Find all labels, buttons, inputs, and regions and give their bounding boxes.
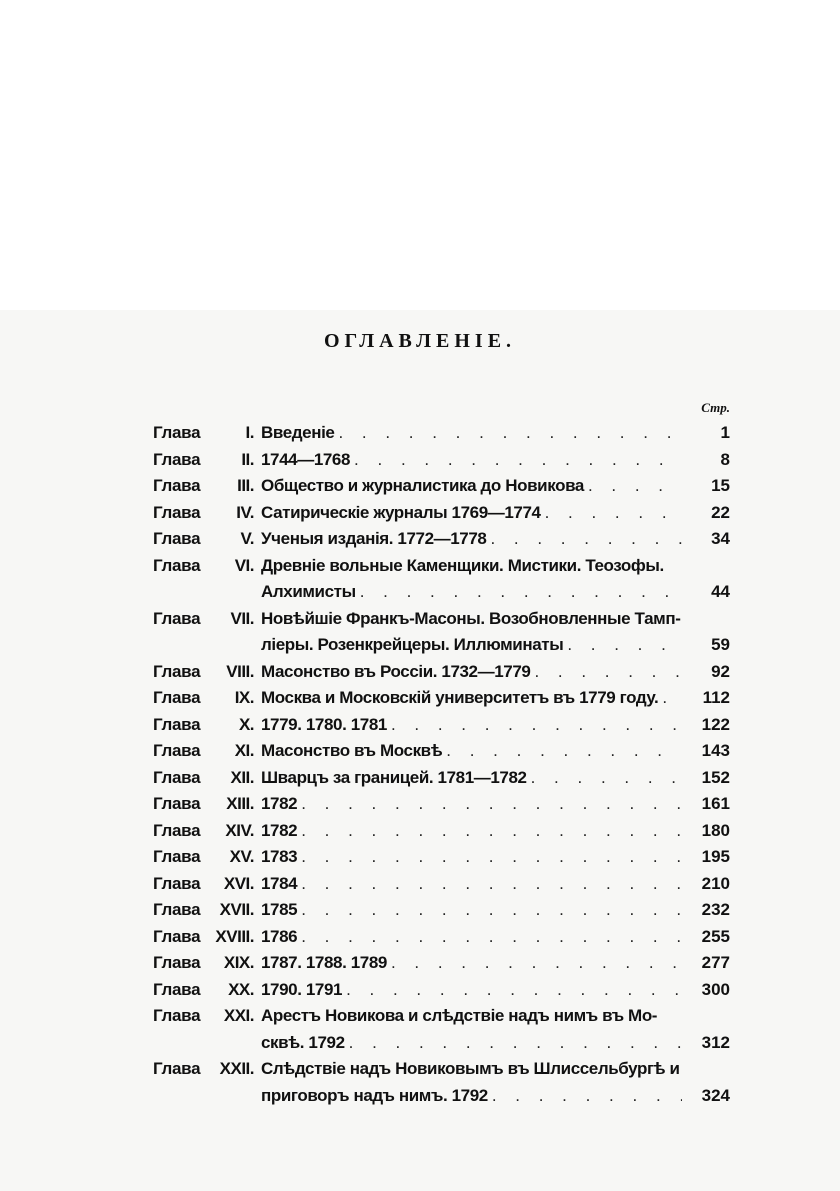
chapter-number: XVII. bbox=[219, 900, 254, 919]
toc-entry bbox=[153, 712, 730, 739]
chapter-title-line bbox=[261, 844, 730, 871]
chapter-word: Глава bbox=[153, 926, 201, 946]
chapter-title-line bbox=[261, 632, 730, 659]
chapter-title-text: 1790. 1791 bbox=[261, 979, 343, 999]
toc-entry bbox=[153, 526, 730, 553]
chapter-title-block bbox=[261, 447, 730, 474]
dot-leader bbox=[354, 447, 682, 474]
page-column-label: Стр. bbox=[701, 400, 730, 415]
toc-entry bbox=[153, 1003, 730, 1056]
dot-leader bbox=[338, 420, 682, 447]
chapter-number: I. bbox=[245, 423, 254, 442]
chapter-title-line bbox=[261, 1083, 730, 1110]
page-number: 143 bbox=[701, 741, 730, 760]
chapter-number: II. bbox=[241, 449, 254, 469]
chapter-title-line bbox=[261, 977, 730, 1004]
dot-leader bbox=[490, 526, 682, 553]
toc-entry bbox=[153, 473, 730, 500]
chapter-title-text: Ученыя изданія. 1772—1778 bbox=[261, 529, 487, 548]
dot-leader bbox=[301, 924, 682, 951]
page-number: 112 bbox=[702, 688, 730, 707]
page-number: 44 bbox=[711, 582, 730, 601]
chapter-title-line bbox=[261, 738, 730, 765]
toc-entry bbox=[153, 738, 730, 765]
chapter-number: XVI. bbox=[223, 873, 254, 893]
chapter-title-text: Алхимисты bbox=[261, 582, 356, 601]
chapter-title-line bbox=[261, 1003, 730, 1030]
page-number: 277 bbox=[701, 953, 730, 972]
dot-leader bbox=[346, 977, 682, 1004]
page-number: 15 bbox=[711, 476, 730, 495]
chapter-number: VI. bbox=[234, 555, 254, 575]
page-number: 1 bbox=[720, 423, 730, 442]
toc-entry bbox=[153, 818, 730, 845]
dot-leader bbox=[492, 1083, 682, 1110]
page-number: 152 bbox=[701, 767, 730, 787]
chapter-title-text: Масонство въ Россіи. 1732—1779 bbox=[261, 661, 531, 681]
dot-leader bbox=[301, 791, 682, 818]
chapter-word: Глава bbox=[153, 449, 201, 469]
chapter-title-block bbox=[261, 897, 730, 924]
dot-leader bbox=[349, 1030, 682, 1057]
chapter-title-line bbox=[261, 685, 730, 712]
chapter-title-line bbox=[261, 473, 730, 500]
chapter-title-text: ліеры. Розенкрейцеры. Иллюминаты bbox=[261, 635, 564, 654]
page-number: 34 bbox=[711, 529, 730, 548]
page-number: 8 bbox=[720, 449, 730, 469]
chapter-number: V. bbox=[240, 529, 254, 548]
dot-leader bbox=[301, 871, 682, 898]
chapter-word: Глава bbox=[153, 1006, 201, 1025]
chapter-title-text: Новѣйшіе Франкъ-Масоны. Возобновленные Тамп- bbox=[261, 608, 681, 628]
chapter-title-text: Шварцъ за границей. 1781—1782 bbox=[261, 767, 527, 787]
chapter-title-text: 1785 bbox=[261, 900, 298, 919]
page-number: 92 bbox=[711, 661, 730, 681]
page-number: 324 bbox=[701, 1085, 730, 1105]
chapter-word: Глава bbox=[153, 661, 201, 681]
toc-entry bbox=[153, 553, 730, 606]
chapter-title-text: Москва и Московскій университетъ въ 1779 году. bbox=[261, 688, 659, 707]
chapter-number: VIII. bbox=[226, 661, 254, 681]
chapter-title-text: Общество и журналистика до Новикова bbox=[261, 476, 584, 495]
chapter-title-text: Сатирическіе журналы 1769—1774 bbox=[261, 502, 541, 522]
chapter-word: Глава bbox=[153, 608, 201, 628]
chapter-title-line bbox=[261, 950, 730, 977]
page-top-margin bbox=[0, 0, 840, 310]
page-number: 232 bbox=[701, 900, 730, 919]
chapter-title-block bbox=[261, 606, 730, 659]
chapter-word: Глава bbox=[153, 529, 201, 548]
chapter-title-text: приговоръ надъ нимъ. 1792 bbox=[261, 1085, 488, 1105]
toc-entry bbox=[153, 447, 730, 474]
chapter-title-text: 1744—1768 bbox=[261, 449, 351, 469]
chapter-number: XI. bbox=[234, 741, 254, 760]
chapter-number: XXII. bbox=[219, 1059, 254, 1078]
chapter-word: Глава bbox=[153, 476, 201, 495]
chapter-title-block bbox=[261, 473, 730, 500]
toc-entry bbox=[153, 977, 730, 1004]
page-number: 255 bbox=[701, 926, 730, 946]
chapter-number: XV. bbox=[229, 847, 254, 866]
chapter-number: X. bbox=[238, 714, 254, 734]
chapter-word: Глава bbox=[153, 502, 201, 522]
page-number: 161 bbox=[701, 794, 730, 813]
page-number: 122 bbox=[701, 714, 730, 734]
page-number: 210 bbox=[701, 873, 730, 893]
toc-entry bbox=[153, 897, 730, 924]
chapter-word: Глава bbox=[153, 873, 201, 893]
toc-entry bbox=[153, 950, 730, 977]
dot-leader bbox=[446, 738, 682, 765]
chapter-title-line bbox=[261, 791, 730, 818]
dot-leader bbox=[531, 765, 682, 792]
dot-leader bbox=[301, 897, 682, 924]
chapter-title-text: Арестъ Новикова и слѣдствіе надъ нимъ въ Мо- bbox=[261, 1006, 658, 1025]
chapter-title-text: 1787. 1788. 1789 bbox=[261, 953, 387, 972]
chapter-title-text: 1782 bbox=[261, 820, 298, 840]
toc-entry bbox=[153, 500, 730, 527]
toc-entry bbox=[153, 791, 730, 818]
chapter-word: Глава bbox=[153, 847, 201, 866]
chapter-word: Глава bbox=[153, 714, 201, 734]
chapter-title-line bbox=[261, 765, 730, 792]
chapter-title-text: 1786 bbox=[261, 926, 298, 946]
chapter-title-block bbox=[261, 950, 730, 977]
chapter-number: III. bbox=[237, 476, 254, 495]
chapter-title-text: сквѣ. 1792 bbox=[261, 1032, 345, 1052]
dot-leader bbox=[545, 500, 682, 527]
dot-leader bbox=[301, 818, 682, 845]
page-number: 195 bbox=[701, 847, 730, 866]
chapter-title-block bbox=[261, 553, 730, 606]
chapter-number: XX. bbox=[228, 979, 254, 999]
chapter-title-line bbox=[261, 818, 730, 845]
chapter-title-text: Масонство въ Москвѣ bbox=[261, 741, 443, 760]
chapter-number: XIV. bbox=[225, 820, 254, 840]
chapter-word: Глава bbox=[153, 741, 201, 760]
toc-entry bbox=[153, 685, 730, 712]
chapter-number: XXI. bbox=[223, 1006, 254, 1025]
chapter-title-line bbox=[261, 553, 730, 580]
dot-leader bbox=[301, 844, 682, 871]
chapter-number: IX. bbox=[234, 688, 254, 707]
chapter-word: Глава bbox=[153, 794, 201, 813]
chapter-number: XIX. bbox=[223, 953, 254, 972]
chapter-title-line bbox=[261, 500, 730, 527]
chapter-number: XVIII. bbox=[215, 926, 254, 946]
chapter-title-text: 1783 bbox=[261, 847, 298, 866]
chapter-title-block bbox=[261, 818, 730, 845]
chapter-title-block bbox=[261, 738, 730, 765]
toc-entry bbox=[153, 844, 730, 871]
chapter-title-block bbox=[261, 924, 730, 951]
chapter-title-block bbox=[261, 765, 730, 792]
dot-leader bbox=[662, 685, 682, 712]
dot-leader bbox=[567, 632, 682, 659]
chapter-title-block bbox=[261, 526, 730, 553]
chapter-title-line bbox=[261, 420, 730, 447]
chapter-title-text: Слѣдствіе надъ Новиковымъ въ Шлиссельбургѣ и bbox=[261, 1059, 680, 1078]
chapter-word: Глава bbox=[153, 1059, 201, 1078]
toc-entry bbox=[153, 659, 730, 686]
chapter-title-block bbox=[261, 844, 730, 871]
dot-leader bbox=[391, 950, 682, 977]
chapter-title-line bbox=[261, 871, 730, 898]
chapter-number: VII. bbox=[230, 608, 254, 628]
table-of-contents bbox=[153, 420, 730, 1109]
toc-entry bbox=[153, 924, 730, 951]
toc-entry bbox=[153, 420, 730, 447]
chapter-title-block bbox=[261, 1056, 730, 1109]
toc-entry bbox=[153, 871, 730, 898]
chapter-title-text: 1779. 1780. 1781 bbox=[261, 714, 387, 734]
page-number: 312 bbox=[701, 1032, 730, 1052]
chapter-title-line bbox=[261, 712, 730, 739]
chapter-title-block bbox=[261, 500, 730, 527]
chapter-title-block bbox=[261, 977, 730, 1004]
chapter-word: Глава bbox=[153, 953, 201, 972]
chapter-title-block bbox=[261, 791, 730, 818]
page-number: 22 bbox=[711, 502, 730, 522]
dot-leader bbox=[588, 473, 682, 500]
chapter-word: Глава bbox=[153, 979, 201, 999]
chapter-word: Глава bbox=[153, 900, 201, 919]
chapter-title-text: Древніе вольные Каменщики. Мистики. Теозофы. bbox=[261, 555, 664, 575]
chapter-title-line bbox=[261, 1030, 730, 1057]
chapter-title-block bbox=[261, 685, 730, 712]
chapter-number: XII. bbox=[230, 767, 254, 787]
chapter-title-text: Введеніе bbox=[261, 423, 335, 442]
chapter-title-line bbox=[261, 1056, 730, 1083]
chapter-title-text: 1782 bbox=[261, 794, 298, 813]
dot-leader bbox=[534, 659, 682, 686]
chapter-word: Глава bbox=[153, 820, 201, 840]
chapter-title-line bbox=[261, 526, 730, 553]
chapter-number: IV. bbox=[236, 502, 254, 522]
page-number: 180 bbox=[701, 820, 730, 840]
chapter-title-block bbox=[261, 871, 730, 898]
chapter-title-line bbox=[261, 606, 730, 633]
chapter-title-block bbox=[261, 712, 730, 739]
chapter-word: Глава bbox=[153, 688, 201, 707]
chapter-title-line bbox=[261, 579, 730, 606]
chapter-word: Глава bbox=[153, 767, 201, 787]
page-number: 59 bbox=[711, 635, 730, 654]
chapter-number: XIII. bbox=[226, 794, 254, 813]
chapter-title-block bbox=[261, 1003, 730, 1056]
chapter-title-line bbox=[261, 659, 730, 686]
page-number: 300 bbox=[701, 979, 730, 999]
dot-leader bbox=[391, 712, 682, 739]
chapter-title-block bbox=[261, 420, 730, 447]
chapter-title-line bbox=[261, 447, 730, 474]
toc-entry bbox=[153, 765, 730, 792]
toc-title: ОГЛАВЛЕНІЕ. bbox=[323, 330, 517, 352]
chapter-title-block bbox=[261, 659, 730, 686]
chapter-title-text: 1784 bbox=[261, 873, 298, 893]
toc-entry bbox=[153, 1056, 730, 1109]
toc-entry bbox=[153, 606, 730, 659]
chapter-word: Глава bbox=[153, 555, 201, 575]
chapter-title-line bbox=[261, 897, 730, 924]
chapter-word: Глава bbox=[153, 423, 201, 442]
dot-leader bbox=[360, 579, 682, 606]
chapter-title-line bbox=[261, 924, 730, 951]
